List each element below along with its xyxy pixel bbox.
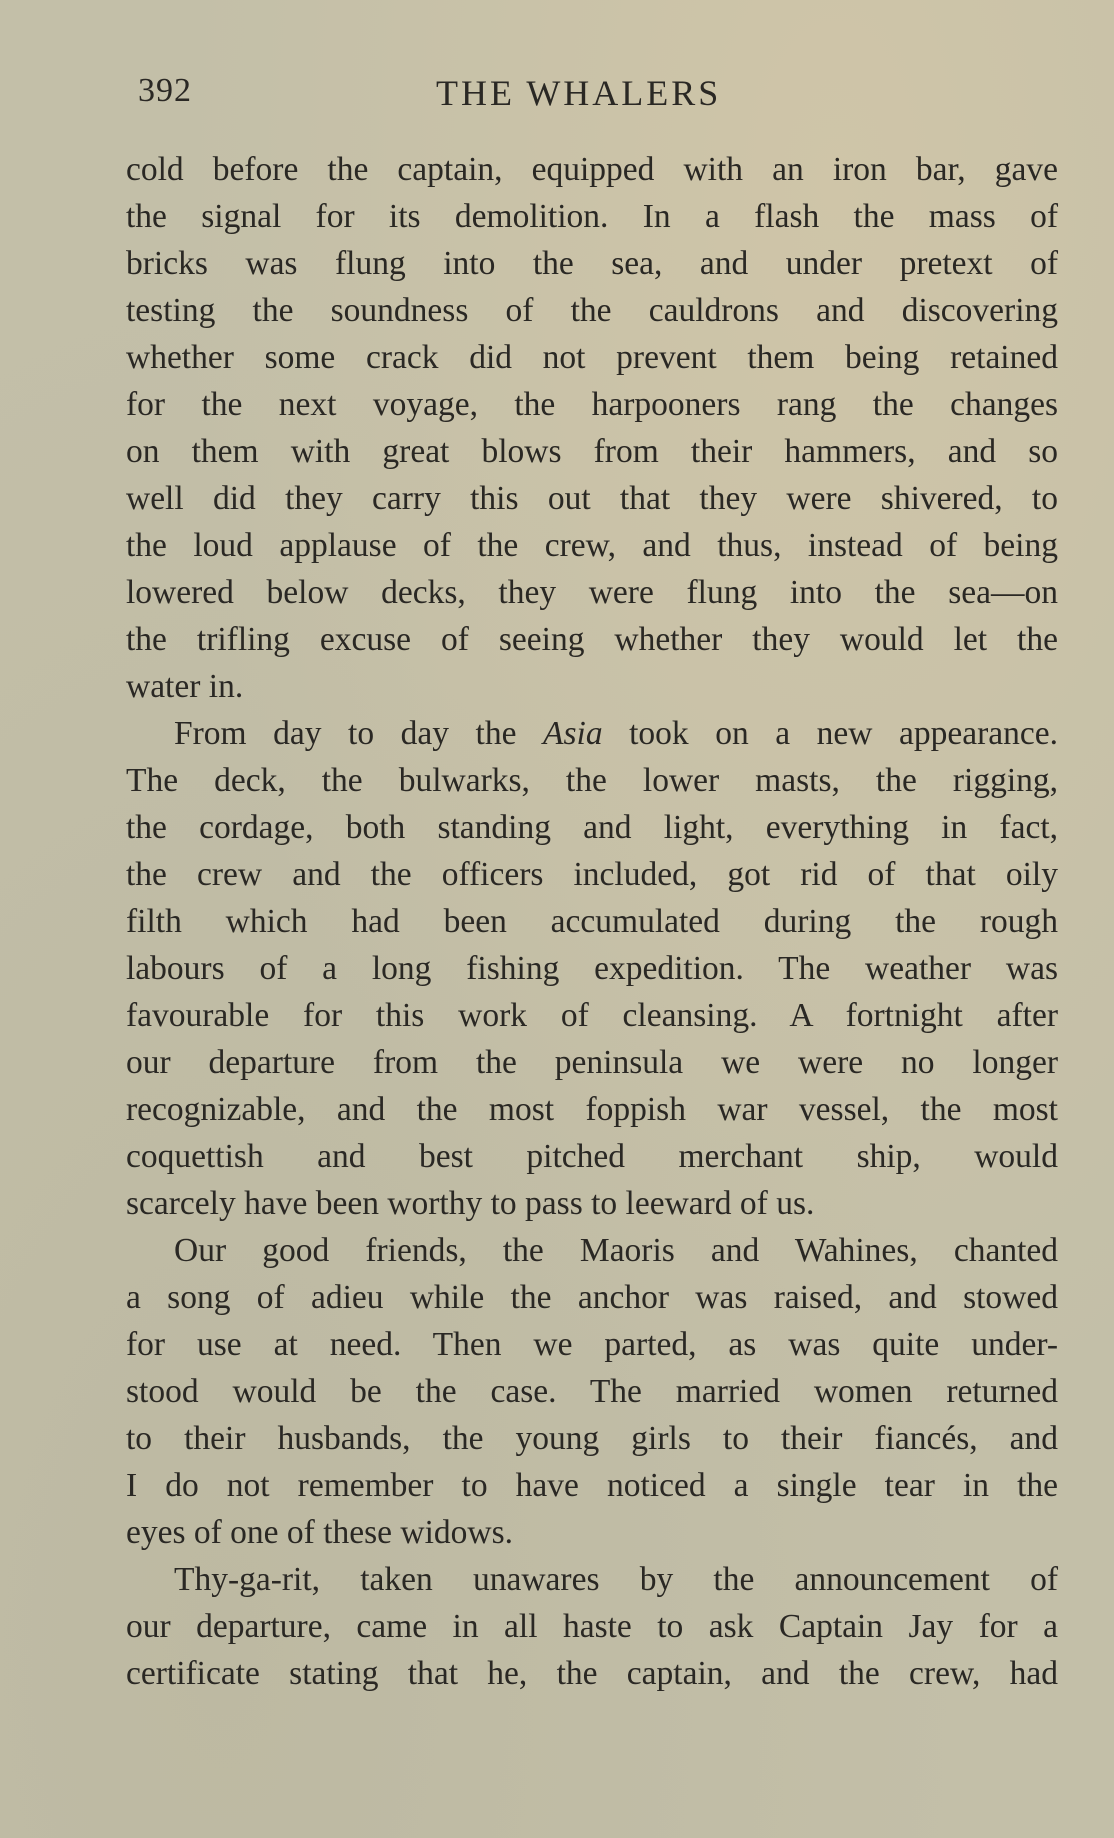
- text-line: water in.: [126, 668, 244, 705]
- text-line: a song of adieu while the anchor was raised, and stowed: [126, 1279, 1058, 1316]
- text-line: [126, 710, 1058, 757]
- text-line: favourable for this work of cleansing. A fortnight after: [126, 997, 1058, 1034]
- text-line: cold before the captain, equipped with an iron bar, gave: [126, 151, 1058, 188]
- text-line: well did they carry this out that they were shivered, to: [126, 480, 1058, 517]
- body-text: [126, 146, 1058, 1697]
- text-line: lowered below decks, they were flung into the sea—on: [126, 574, 1058, 611]
- text-line: the signal for its demolition. In a flash the mass of: [126, 198, 1058, 235]
- text-line: for use at need. Then we parted, as was quite under-: [126, 1326, 1058, 1363]
- ship-name: Asia: [543, 715, 603, 752]
- text-line: eyes of one of these widows.: [126, 1514, 514, 1551]
- text-line: the cordage, both standing and light, everything in fact,: [126, 809, 1058, 846]
- text-line: testing the soundness of the cauldrons and discovering: [126, 292, 1058, 329]
- text-line: filth which had been accumulated during the rough: [126, 903, 1058, 940]
- text-line: for the next voyage, the harpooners rang the changes: [126, 386, 1058, 423]
- running-head: [138, 72, 1058, 122]
- text-line: I do not remember to have noticed a single tear in the: [126, 1467, 1058, 1504]
- paragraph-1: [126, 146, 1058, 710]
- text-line: bricks was flung into the sea, and under pretext of: [126, 245, 1058, 282]
- text-line: Our good friends, the Maoris and Wahines, chanted: [174, 1232, 1058, 1269]
- paragraph-3: [126, 1227, 1058, 1556]
- running-title: THE WHALERS: [436, 73, 722, 113]
- text-line: the loud applause of the crew, and thus, instead of being: [126, 527, 1058, 564]
- text-line: on them with great blows from their hammers, and so: [126, 433, 1058, 470]
- text-run: From day to day the: [174, 715, 544, 752]
- text-line: whether some crack did not prevent them being retained: [126, 339, 1058, 376]
- text-run: took on a new appearance.: [602, 715, 1058, 752]
- text-line: the trifling excuse of seeing whether they would let the: [126, 621, 1058, 658]
- text-line: scarcely have been worthy to pass to leeward of us.: [126, 1185, 815, 1222]
- text-line: our departure from the peninsula we were no longer: [126, 1044, 1058, 1081]
- paragraph-2: [126, 710, 1058, 1227]
- text-line: recognizable, and the most foppish war vessel, the most: [126, 1091, 1058, 1128]
- text-line: Thy-ga-rit, taken unawares by the announcement of: [174, 1561, 1058, 1598]
- paragraph-4: [126, 1556, 1058, 1697]
- text-line: the crew and the officers included, got rid of that oily: [126, 856, 1058, 893]
- text-line: certificate stating that he, the captain, and the crew, had: [126, 1655, 1058, 1692]
- page-number: 392: [138, 72, 192, 109]
- text-line: our departure, came in all haste to ask Captain Jay for a: [126, 1608, 1058, 1645]
- text-line: to their husbands, the young girls to their fiancés, and: [126, 1420, 1058, 1457]
- text-line: The deck, the bulwarks, the lower masts, the rigging,: [126, 762, 1058, 799]
- text-line: labours of a long fishing expedition. The weather was: [126, 950, 1058, 987]
- text-line: coquettish and best pitched merchant ship, would: [126, 1138, 1058, 1175]
- text-line: stood would be the case. The married women returned: [126, 1373, 1058, 1410]
